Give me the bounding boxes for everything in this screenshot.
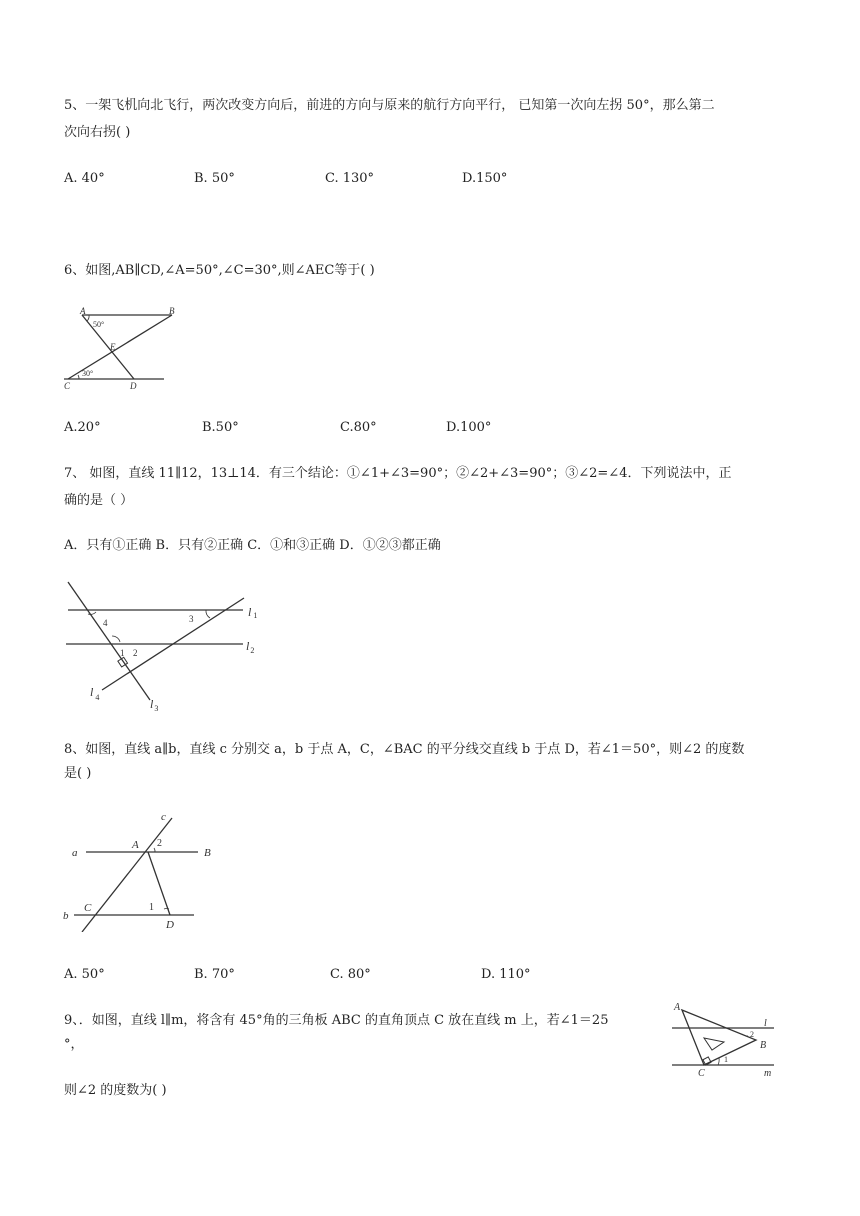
q7-line-l2-label: $l_2$ — [246, 639, 255, 655]
q7-options: A．只有①正确 B．只有②正确 C．①和③正确 D．①②③都正确 — [64, 538, 441, 553]
q6-option-a: A.20° — [64, 420, 101, 435]
q8-angle2-label: 2 — [157, 838, 162, 849]
q8-point-c-label: C — [84, 902, 92, 914]
q5-option-c: C. 130° — [325, 171, 375, 186]
q6-label-d: D — [130, 381, 137, 391]
q8-option-c: C. 80° — [330, 967, 371, 982]
q8-option-d: D. 110° — [481, 967, 531, 982]
q6-label-c: C — [64, 381, 71, 391]
q8-stem-line1: 8、如图，直线 a∥b，直线 c 分别交 a，b 于点 A，C，∠BAC 的平分线交直线 b 于点 D，若∠1＝50°，则∠2 的度数 — [64, 742, 745, 757]
q7-angle1-label: 1 — [120, 648, 125, 658]
q5-option-d: D.150° — [462, 171, 508, 186]
q5-option-a: A. 40° — [64, 171, 105, 186]
q8-line-a-label: a — [72, 847, 78, 859]
q6-option-d: D.100° — [446, 420, 492, 435]
q6-option-b: B.50° — [202, 420, 239, 435]
q9-stem-line1: 9、．如图，直线 l∥m，将含有 45°角的三角板 ABC 的直角顶点 C 放在直线 m 上，若∠1＝25 — [64, 1013, 609, 1028]
q7-angle4-label: 4 — [103, 618, 108, 628]
q9-point-b-label: B — [760, 1040, 767, 1051]
q9-stem-line2: °， — [64, 1037, 84, 1052]
q7-stem-line1: 7、 如图，直线 11∥12，13⊥14．有三个结论：①∠1+∠3=90°；②∠2+∠3=90°；③∠2=∠4．下列说法中，正 — [64, 466, 732, 481]
q8-stem-line2: 是( ) — [64, 766, 92, 781]
q7-angle3-label: 3 — [189, 614, 194, 624]
q9-line-m-label: m — [764, 1068, 772, 1079]
q9-line-l-label: l — [764, 1018, 767, 1029]
q6-stem: 6、如图,AB∥CD,∠A=50°,∠C=30°,则∠AEC等于( ) — [64, 263, 375, 278]
q9-figure — [668, 998, 780, 1080]
q8-point-b-label: B — [204, 847, 211, 859]
q6-option-c: C.80° — [340, 420, 377, 435]
q7-angle2-label: 2 — [133, 648, 138, 658]
q8-line-b-label: b — [63, 910, 69, 922]
q8-figure — [60, 808, 220, 932]
q7-line-l4-label: l $_4$ — [90, 685, 100, 702]
q8-point-a-label: A — [132, 839, 139, 851]
q8-option-a: A. 50° — [64, 967, 105, 982]
q8-line-c-label: c — [161, 811, 166, 823]
q9-stem-line3: 则∠2 的度数为( ) — [64, 1083, 167, 1098]
q5-stem-line2: 次向右拐( ) — [64, 125, 131, 140]
q9-angle1-label: 1 — [724, 1055, 728, 1064]
q6-angle-c-label: 30° — [82, 369, 94, 378]
q9-point-a-label: A — [674, 1002, 681, 1013]
q7-stem-line2: 确的是（ ） — [64, 493, 134, 508]
q5-stem-line1: 5、一架飞机向北飞行，两次改变方向后，前进的方向与原来的航行方向平行， 已知第一次向左拐 50°，那么第二 — [64, 98, 715, 113]
q5-option-b: B. 50° — [194, 171, 235, 186]
q7-figure — [60, 578, 270, 714]
q6-figure — [60, 305, 180, 395]
q6-label-b: B — [169, 306, 175, 316]
q6-angle-a-label: 50° — [93, 320, 105, 329]
q9-point-c-label: C — [698, 1068, 705, 1079]
q6-label-a: A — [80, 306, 86, 316]
q8-option-b: B. 70° — [194, 967, 235, 982]
q6-label-e: E — [110, 342, 116, 352]
q7-line-l1-label: l 1 — [248, 605, 258, 620]
q9-angle2-label: 2 — [750, 1030, 754, 1039]
q8-angle1-label: 1 — [149, 902, 154, 913]
q7-line-l3-label: $l_3$ — [150, 697, 159, 713]
q8-point-d-label: D — [166, 919, 174, 931]
